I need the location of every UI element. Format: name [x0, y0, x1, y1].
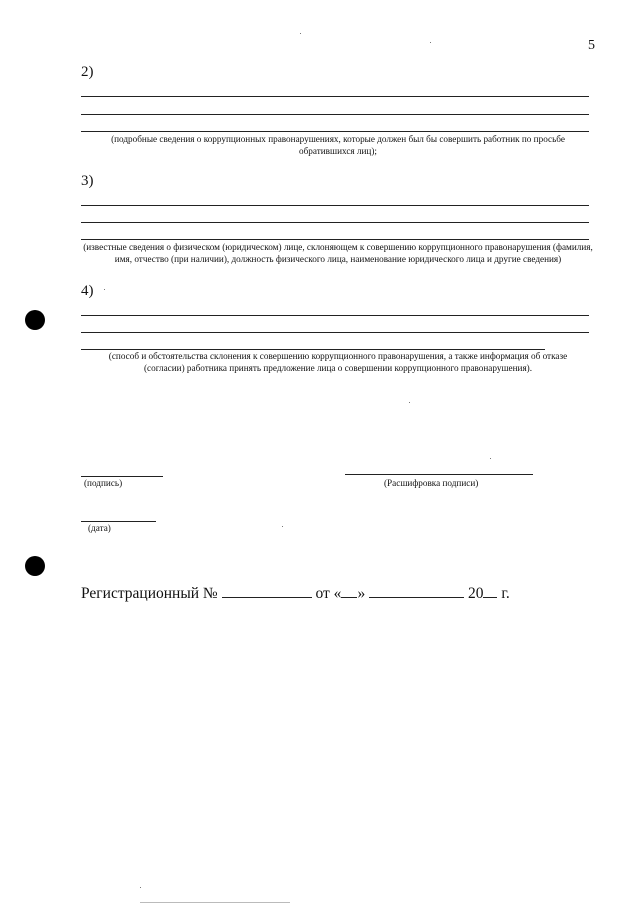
section-caption-3: (известные сведения о физическом (юридическом) лице, склоняющем к совершению коррупционного правонарушения (фамилия, имя, отчество (при наличии), должность физического лица, наименование юридического лица и другие сведения): [83, 242, 593, 264]
scan-speck: [409, 402, 410, 403]
fill-line: [81, 239, 589, 240]
fill-line: [81, 205, 589, 206]
fill-line: [81, 315, 589, 316]
registration-label: Регистрационный №: [81, 585, 218, 602]
registration-row: [81, 585, 510, 603]
registration-year-suffix: г.: [501, 585, 510, 602]
scan-speck: [140, 887, 141, 888]
date-label: (дата): [88, 523, 111, 533]
year-blank: [483, 596, 497, 598]
registration-number-blank: [222, 596, 312, 598]
decoding-line: [345, 474, 533, 475]
punch-hole-top: [25, 310, 45, 330]
page-number: 5: [588, 38, 595, 53]
fill-line: [81, 96, 589, 97]
registration-close-quote: »: [357, 585, 366, 602]
section-number-4: 4): [81, 283, 94, 299]
scan-edge-line: [140, 902, 290, 903]
scan-speck: [430, 42, 431, 43]
scan-speck: [104, 289, 105, 290]
punch-hole-bottom: [25, 556, 45, 576]
fill-line: [81, 131, 589, 132]
scan-speck: [282, 526, 283, 527]
registration-year-prefix: 20: [467, 585, 484, 602]
month-blank: [369, 596, 464, 598]
section-caption-2: (подробные сведения о коррупционных правонарушениях, которые должен был бы совершить работник по просьбе обратившихся лиц);: [111, 134, 565, 156]
section-number-2: 2): [81, 64, 94, 80]
fill-line: [81, 222, 589, 223]
scan-speck: [300, 33, 301, 34]
fill-line: [81, 114, 589, 115]
date-line: [81, 521, 156, 522]
fill-line: [81, 332, 589, 333]
decoding-label: (Расшифровка подписи): [384, 478, 479, 488]
signature-label: (подпись): [84, 478, 123, 488]
section-caption-4: (способ и обстоятельства склонения к совершению коррупционного правонарушения, а также информация об отказе (согласии) работника принять предложение лица о совершении коррупционного правонарушения).: [108, 351, 568, 373]
scan-speck: [490, 458, 491, 459]
signature-line: [81, 476, 163, 477]
registration-from-label: от «: [315, 585, 342, 602]
section-number-3: 3): [81, 173, 94, 189]
day-blank: [341, 596, 357, 598]
